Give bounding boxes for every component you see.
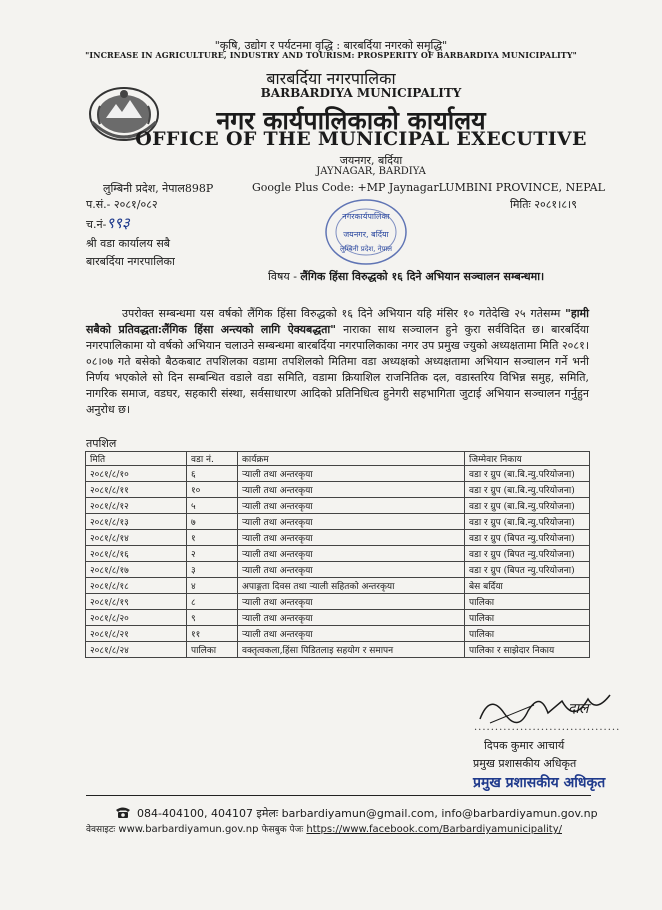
- website-label: वेवसाइटः: [86, 825, 116, 835]
- program-cell: र्‍याली तथा अन्तरकृया: [238, 530, 465, 546]
- table-row: [86, 562, 590, 578]
- telephone-icon: [115, 806, 131, 819]
- municipality-name-english: BARBARDIYA MUNICIPALITY: [260, 86, 462, 100]
- table-row: [86, 546, 590, 562]
- responsible-cell: वडा र ग्रुप (बिपत न्यु.परियोजना): [465, 546, 590, 562]
- seal-text-top: नगरकार्यपालिका: [342, 212, 390, 221]
- seal-text-bottom: लुम्बिनी प्रदेश, नेपाल: [339, 245, 393, 253]
- footer-contact: [115, 806, 598, 821]
- ward-cell: १०: [187, 482, 238, 498]
- footer-divider: [86, 795, 591, 796]
- table-row: [86, 530, 590, 546]
- column-header-program: कार्यक्रम: [238, 452, 465, 466]
- table-row: [86, 482, 590, 498]
- signatory-name: दिपक कुमार आचार्य: [484, 739, 565, 752]
- date-cell: २०८१/८/१३: [86, 514, 187, 530]
- responsible-cell: बेस बर्दिया: [465, 578, 590, 594]
- ward-cell: ९: [187, 610, 238, 626]
- date-cell: २०८१/८/२०: [86, 610, 187, 626]
- program-cell: अपाङ्गता दिवस तथा र्‍याली सहितको अन्तरकृया: [238, 578, 465, 594]
- responsible-cell: वडा र ग्रुप (बिपत न्यु.परियोजना): [465, 530, 590, 546]
- table-row: [86, 610, 590, 626]
- responsible-cell: वडा र ग्रुप (बा.बि.न्यु.परियोजना): [465, 482, 590, 498]
- schedule-table-body: [86, 466, 590, 658]
- ward-cell: ८: [187, 594, 238, 610]
- subject-label: विषय -: [268, 270, 297, 283]
- column-header-ward: वडा नं.: [187, 452, 238, 466]
- dispatch-number: [86, 213, 130, 233]
- table-row: [86, 642, 590, 658]
- schedule-table: [85, 451, 590, 658]
- responsible-cell: वडा र ग्रुप (बा.बि.न्यु.परियोजना): [465, 514, 590, 530]
- date-cell: २०८१/८/१२: [86, 498, 187, 514]
- recipient-line-2: बारबर्दिया नगरपालिका: [86, 255, 175, 268]
- dispatch-value: ९९३: [106, 214, 130, 232]
- ward-cell: पालिका: [187, 642, 238, 658]
- program-cell: र्‍याली तथा अन्तरकृया: [238, 466, 465, 482]
- program-cell: र्‍याली तथा अन्तरकृया: [238, 498, 465, 514]
- body-part-2: नाराका साथ सञ्चालन हुने कुरा सर्वविदित छ। बारबर्दिया नगरपालिकामा यो वर्षको अभियान चलाउने सम्बन्धमा बारबर्दिया नगरपालिकाका नगर उप प्रमुख ज्युको अध्यक्षतामा मिति २०८१।०८।०७ गते बसेको बैठकबाट तपशिलका वडामा तपशिलको मितिमा वडा अध्यक्षको अध्यक्षतामा अभियान सञ्चालन गर्ने भनी निर्णय भएकोले सो दिन सम्बन्धित वडाले वडा समिति, वडामा क्रियाशिल राजनितिक दल, वडास्तरिय विभिन्न समुह, समिति, नागरिक समाज, वडघर, सहकारी संस्था, सर्वसाधारण आदिको प्रतिनिधित्व हुनेगरी सहभागिता जुटाई अभियान सञ्चालन गर्नुहुन अनुरोध छ।: [86, 323, 589, 416]
- table-row: [86, 498, 590, 514]
- date-cell: २०८१/८/१८: [86, 578, 187, 594]
- column-header-responsible: जिम्मेवार निकाय: [465, 452, 590, 466]
- body-part-1: उपरोक्त सम्बन्धमा यस वर्षको लैंगिक हिंसा विरुद्धको १६ दिने अभियान यहि मंसिर १० गतेदेखि २५ गतेसम्म: [122, 307, 566, 320]
- responsible-cell: पालिका: [465, 610, 590, 626]
- letter-body: [86, 306, 589, 418]
- municipality-name-nepali: बारबर्दिया नगरपालिका: [266, 69, 396, 88]
- ward-cell: ३: [187, 562, 238, 578]
- officer-stamp: प्रमुख प्रशासकीय अधिकृत: [473, 775, 606, 791]
- seal-text-mid: जयनगर, बर्दिया: [343, 230, 389, 239]
- ward-cell: ६: [187, 466, 238, 482]
- table-row: [86, 626, 590, 642]
- program-cell: र्‍याली तथा अन्तरकृया: [238, 514, 465, 530]
- signature-dotted-line: ...................................: [474, 722, 621, 733]
- schedule-caption: तपशिल: [86, 437, 117, 450]
- municipal-seal-stamp: [318, 195, 414, 269]
- table-row: [86, 514, 590, 530]
- facebook-label: फेसबुक पेजः: [261, 825, 304, 835]
- slogan-english: "INCREASE IN AGRICULTURE, INDUSTRY AND TOURISM: PROSPERITY OF BARBARDIYA MUNICIPALITY": [85, 50, 577, 60]
- table-row: [86, 594, 590, 610]
- date-cell: २०८१/८/१४: [86, 530, 187, 546]
- responsible-cell: वडा र ग्रुप (बा.बि.न्यु.परियोजना): [465, 498, 590, 514]
- program-cell: र्‍याली तथा अन्तरकृया: [238, 546, 465, 562]
- town-english: JAYNAGAR, BARDIYA: [316, 166, 426, 177]
- responsible-cell: पालिका: [465, 594, 590, 610]
- town-nepali: जयनगर, बर्दिया: [339, 154, 403, 167]
- google-plus-code: Google Plus Code: +MP JaynagarLUMBINI PROVINCE, NEPAL: [252, 181, 605, 194]
- responsible-cell: पालिका: [465, 626, 590, 642]
- date-cell: २०८१/८/१०: [86, 466, 187, 482]
- table-row: [86, 578, 590, 594]
- program-cell: र्‍याली तथा अन्तरकृया: [238, 482, 465, 498]
- table-row: [86, 466, 590, 482]
- date-cell: २०८१/८/१६: [86, 546, 187, 562]
- date-cell: २०८१/८/१७: [86, 562, 187, 578]
- facebook-link[interactable]: https://www.facebook.com/Barbardiyamunicipality/: [306, 824, 562, 835]
- subject-text: लैंगिक हिंसा विरुद्धको १६ दिने अभियान सञ्चालन सम्बन्धमा।: [300, 270, 545, 283]
- program-cell: र्‍याली तथा अन्तरकृया: [238, 610, 465, 626]
- ward-cell: ५: [187, 498, 238, 514]
- date-cell: २०८१/८/११: [86, 482, 187, 498]
- date-cell: २०८१/८/२१: [86, 626, 187, 642]
- contact-text: 084-404100, 404107 इमेलः barbardiyamun@gmail.com, info@barbardiyamun.gov.np: [137, 807, 598, 820]
- ward-cell: १: [187, 530, 238, 546]
- slogan-nepali: "कृषि, उद्योग र पर्यटनमा वृद्धि : बारबर्दिया नगरको समृद्धि": [214, 39, 448, 52]
- office-title-nepali: नगर कार्यपालिकाको कार्यालय: [216, 106, 486, 135]
- date-cell: २०८१/८/२४: [86, 642, 187, 658]
- office-title-english: OFFICE OF THE MUNICIPAL EXECUTIVE: [135, 128, 587, 150]
- program-cell: र्‍याली तथा अन्तरकृया: [238, 594, 465, 610]
- letter-date: मितिः २०८१।८।९: [510, 198, 577, 211]
- ward-cell: ४: [187, 578, 238, 594]
- program-cell: वक्तृत्वकला,हिंसा पिडितलाइ सहयोग र समापन: [238, 642, 465, 658]
- ward-cell: ७: [187, 514, 238, 530]
- dispatch-label: च.नं-: [86, 218, 107, 231]
- column-header-date: मिति: [86, 452, 187, 466]
- website-link[interactable]: www.barbardiyamun.gov.np: [118, 824, 259, 835]
- subject-line: [268, 269, 544, 284]
- responsible-cell: पालिका र साझेदार निकाय: [465, 642, 590, 658]
- footer-web: [86, 822, 562, 835]
- program-cell: र्‍याली तथा अन्तरकृया: [238, 562, 465, 578]
- signature-text: दाल: [568, 701, 589, 717]
- responsible-cell: वडा र ग्रुप (बा.बि.न्यु.परियोजना): [465, 466, 590, 482]
- signatory-title: प्रमुख प्रशासकीय अधिकृत: [473, 757, 577, 770]
- reference-number: प.सं.- २०८१/०८२: [86, 198, 158, 211]
- province-nepali: लुम्बिनी प्रदेश, नेपाल898P: [103, 182, 214, 195]
- ward-cell: २: [187, 546, 238, 562]
- date-cell: २०८१/८/१९: [86, 594, 187, 610]
- campaign-slogan: "हामी सबैको प्रतिवद्धता:लैंगिक हिंसा अन्त्यको लागि ऐक्यबद्धता": [86, 307, 589, 336]
- table-header-row: [86, 452, 590, 466]
- responsible-cell: वडा र ग्रुप (बिपत न्यु.परियोजना): [465, 562, 590, 578]
- program-cell: र्‍याली तथा अन्तरकृया: [238, 626, 465, 642]
- recipient-line-1: श्री वडा कार्यालय सबै: [86, 237, 171, 250]
- ward-cell: ११: [187, 626, 238, 642]
